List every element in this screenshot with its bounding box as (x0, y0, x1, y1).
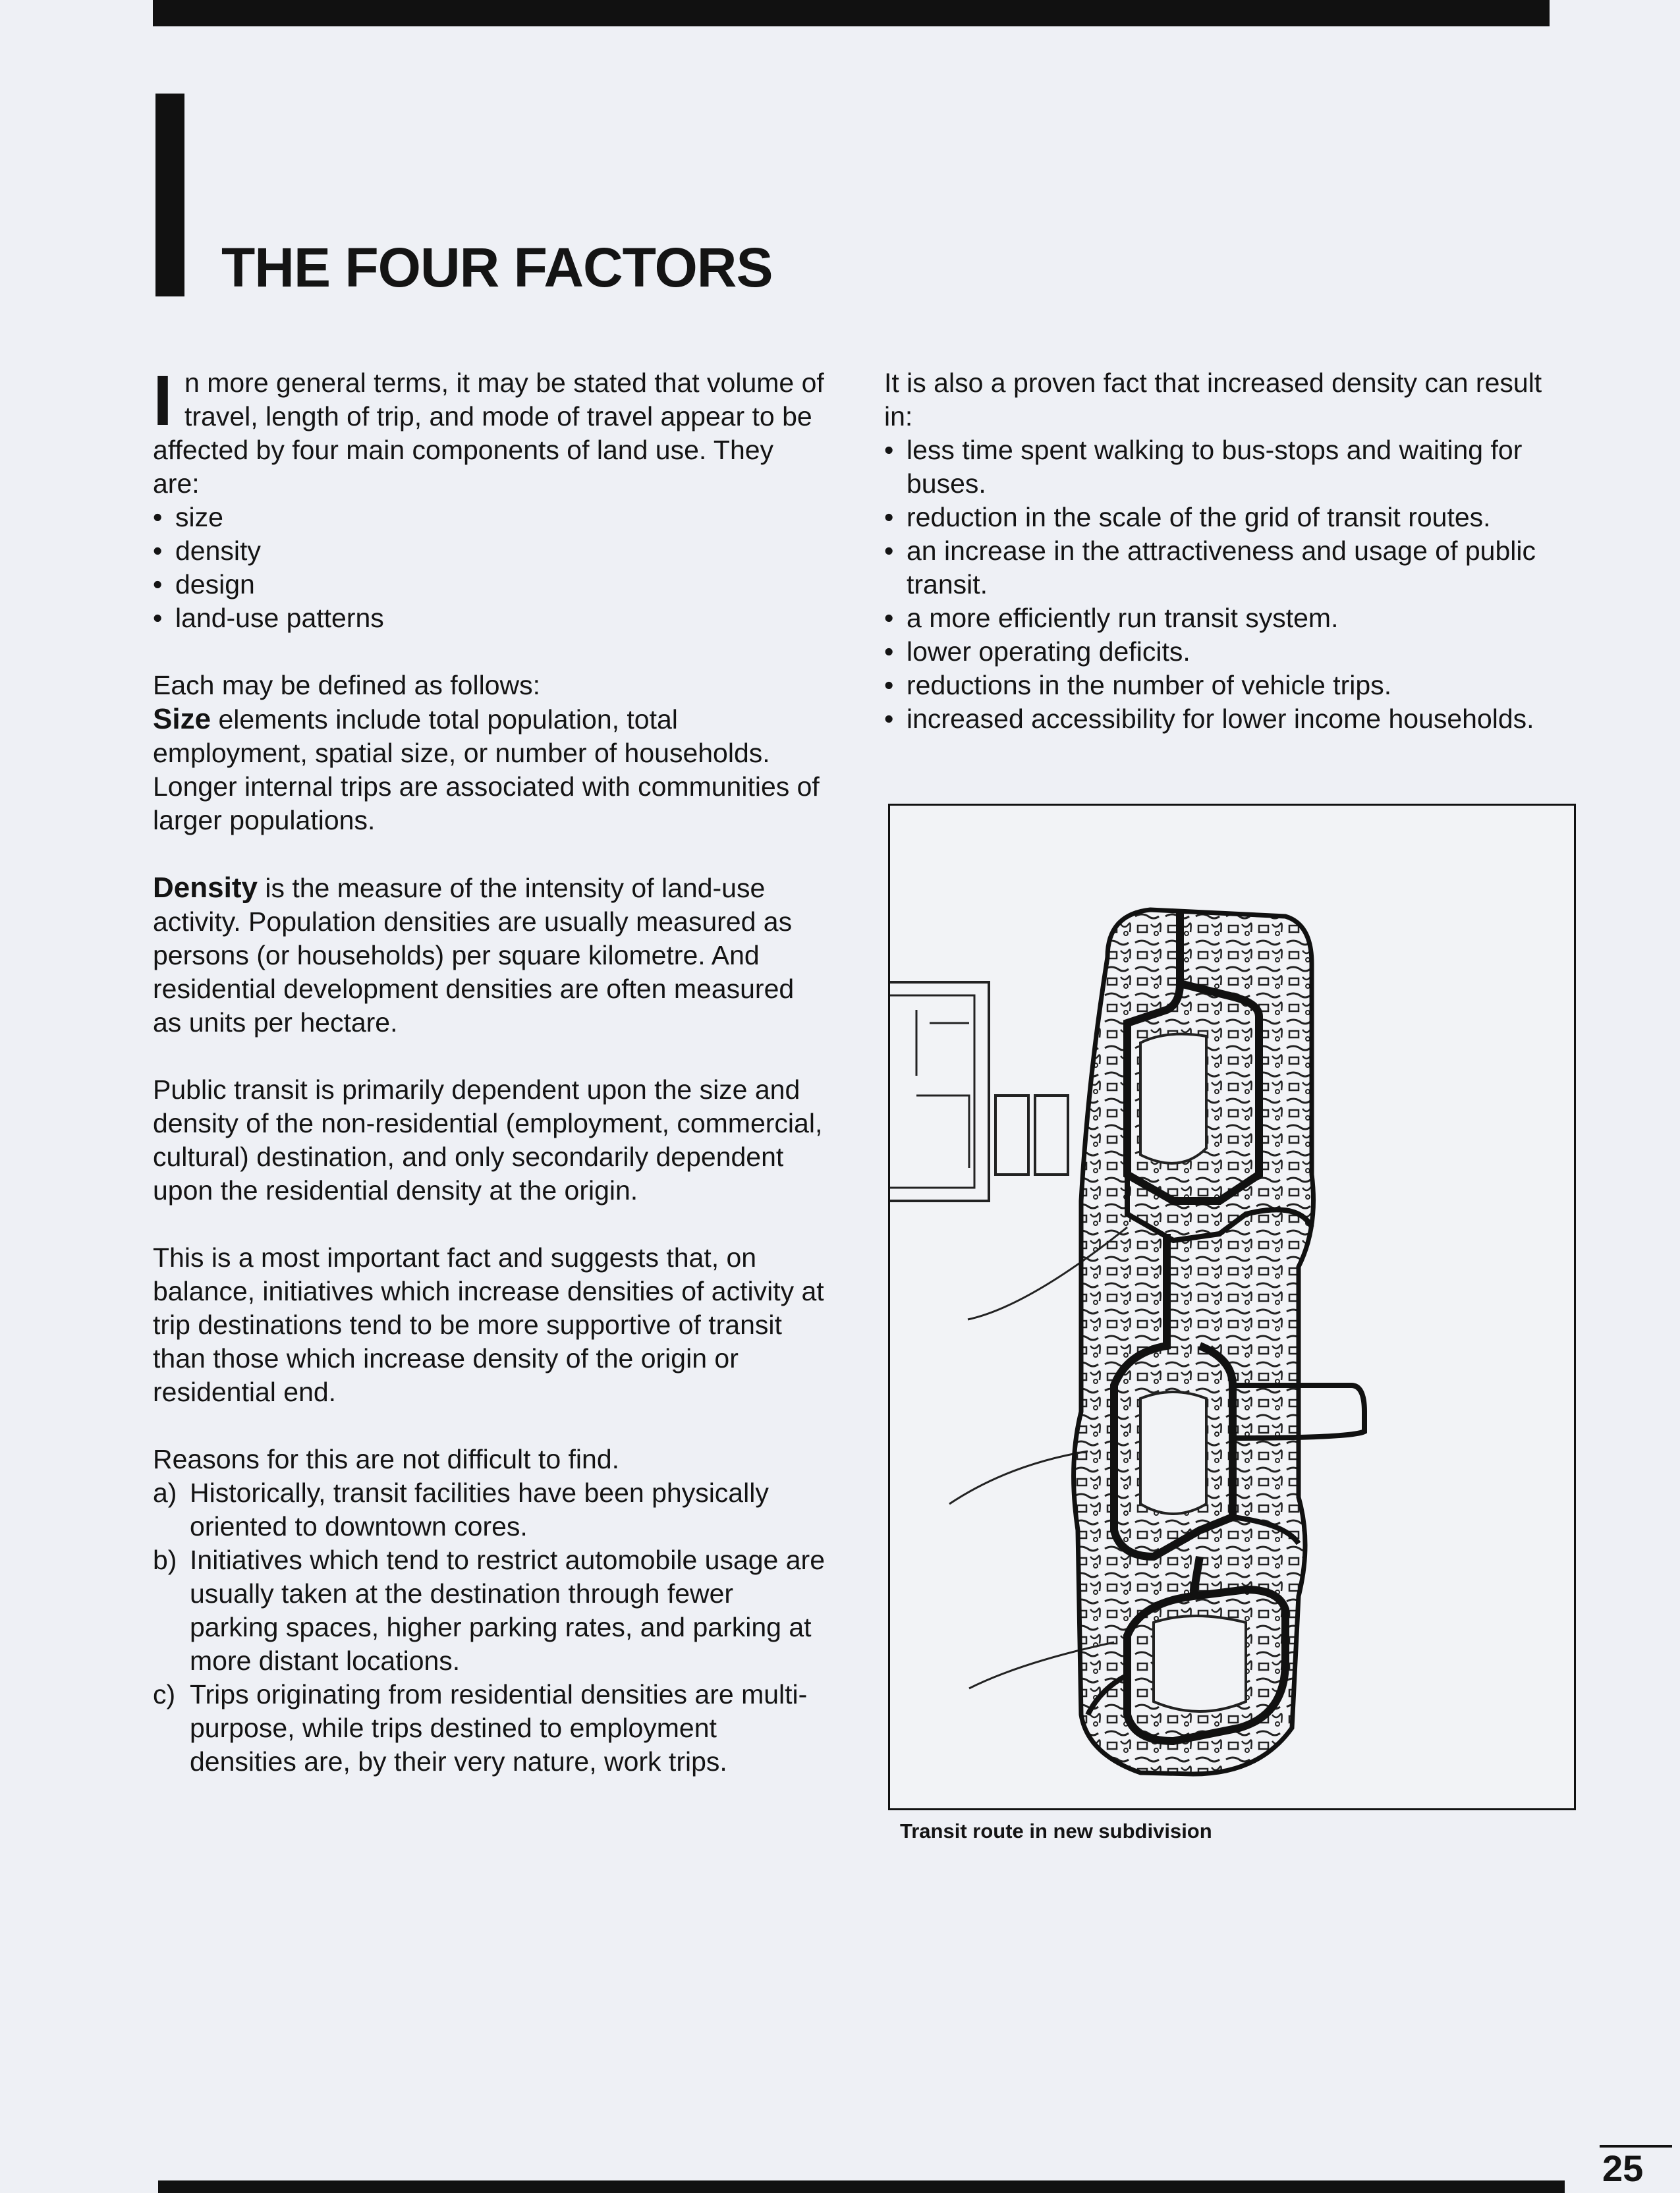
result-item: • reductions in the number of vehicle trips. (884, 669, 1563, 702)
reasons-intro: Reasons for this are not difficult to find. (153, 1444, 620, 1474)
reason-text: Initiatives which tend to restrict automobile usage are usually taken at the destination through fewer parking spaces, higher parking rates, and parking at more distant locations. (190, 1545, 826, 1676)
reason-marker: b) (153, 1545, 177, 1575)
reason-marker: a) (153, 1478, 177, 1508)
density-paragraph (153, 871, 825, 1040)
size-text: elements include total population, total employment, spatial size, or number of households. Longer internal trips are associated with communities of larger populations. (153, 704, 820, 835)
density-term: Density (153, 872, 258, 904)
result-item: • increased accessibility for lower income households. (884, 702, 1563, 736)
subdivision-map-drawing (890, 806, 1574, 1808)
reasons-list (153, 1476, 825, 1779)
result-item: • less time spent walking to bus-stops and waiting for buses. (884, 433, 1563, 501)
size-term: Size (153, 703, 211, 735)
page-title: THE FOUR FACTORS (221, 236, 773, 298)
result-item: • a more efficiently run transit system. (884, 601, 1563, 635)
figure-caption: Transit route in new subdivision (900, 1819, 1212, 1843)
size-paragraph (153, 702, 825, 837)
result-item: • lower operating deficits. (884, 635, 1563, 669)
reason-item (153, 1543, 825, 1678)
top-rule (153, 0, 1550, 26)
important-paragraph: This is a most important fact and suggests that, on balance, initiatives which increase densities of activity at trip destinations tend to be more supportive of transit than those which increase density of the origin or residential end. (153, 1242, 824, 1407)
reason-text: Trips originating from residential densities are multi-purpose, while trips destined to employment densities are, by their very nature, work trips. (190, 1679, 808, 1777)
result-item: • reduction in the scale of the grid of transit routes. (884, 501, 1563, 534)
drop-cap: I (153, 360, 173, 440)
components-list (153, 501, 825, 635)
intro-text: n more general terms, it may be stated that volume of travel, length of trip, and mode of travel appear to be affected by four main components of land use. They are: (153, 368, 824, 499)
right-column (884, 366, 1563, 736)
defined-line: Each may be defined as follows: (153, 670, 540, 700)
results-intro: It is also a proven fact that increased density can result in: (884, 368, 1542, 431)
bottom-rule (158, 2180, 1565, 2193)
density-text: is the measure of the intensity of land-use activity. Population densities are usually measured as persons (or households) per square kilometre. And residential development densities are often measured as units per hectare. (153, 873, 795, 1038)
subdivision-map-figure (888, 804, 1576, 1810)
transit-paragraph: Public transit is primarily dependent upon the size and density of the non-residential (employment, commercial, cultural) destination, and only secondarily dependent upon the residential density at the origin. (153, 1074, 823, 1206)
component-item: • design (153, 568, 825, 601)
reason-text: Historically, transit facilities have been physically oriented to downtown cores. (190, 1478, 769, 1541)
component-item: • land-use patterns (153, 601, 825, 635)
intro-paragraph (153, 360, 825, 501)
reason-item (153, 1476, 825, 1543)
component-item: • size (153, 501, 825, 534)
component-item: • density (153, 534, 825, 568)
section-marker-bar (155, 94, 184, 296)
result-item: • an increase in the attractiveness and usage of public transit. (884, 534, 1563, 601)
page-number: 25 (1602, 2148, 1644, 2189)
results-list (884, 433, 1563, 736)
left-column (153, 360, 826, 1779)
reason-item (153, 1678, 825, 1779)
reason-marker: c) (153, 1679, 176, 1709)
